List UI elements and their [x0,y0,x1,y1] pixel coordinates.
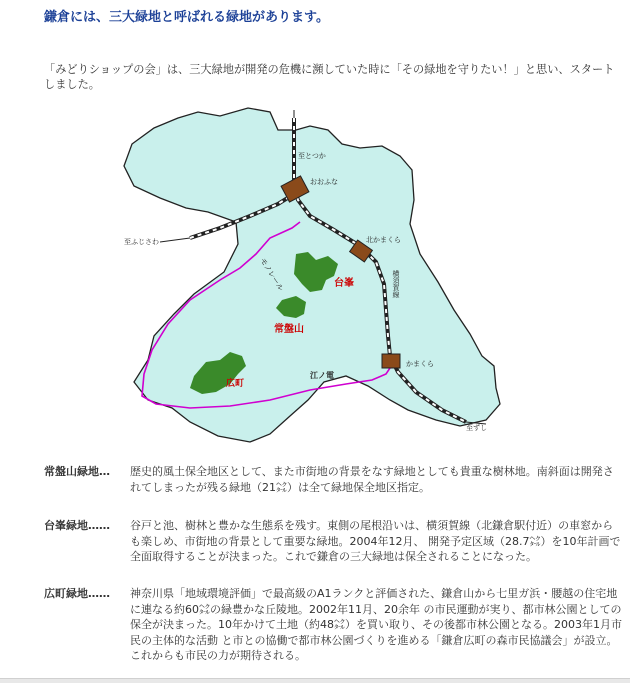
area-label: 広町緑地…… [44,587,110,600]
kamakura-map [120,104,536,444]
label-hiromachi: 広町 [226,379,245,389]
label-kamakura: かまくら [406,360,434,368]
area-description: 歴史的風土保全地区として、また市街地の背景をなす緑地としても貴重な樹林地。南斜面は開発されてしまったが残る緑地（21㌶）は全て緑地保全地区指定。 [130,465,614,494]
label-enoden: 江ノ電 [310,371,334,380]
label-zushi: 至ずし [466,424,487,432]
label-ofuna: おおふな [310,178,338,186]
area-label: 常盤山緑地… [44,465,110,478]
kamakura-station [382,354,400,368]
label-totsuka: 至とつか [298,152,326,160]
intro-paragraph: 「みどりショップの会」は、三大緑地が開発の危機に瀕していた時に「その緑地を守りたい！」と思い、スタートしました。 [44,63,615,91]
label-tokiwayama: 常盤山 [274,324,304,335]
label-kitakamakura: 北かまくら [366,236,401,244]
label-yokosuka-line: 横須賀線 [392,270,400,298]
area-label: 台峯緑地…… [44,519,110,532]
label-daibu: 台峯 [334,278,354,289]
area-description: 神奈川県「地域環境評価」で最高級のA1ランクと評価された、鎌倉山から七里ガ浜・腰越の住宅地に連なる約60㌶の緑豊かな丘陵地。2002年11月、20余年 の市民運動が実り、都市林公園としての保全が決まった。10年かけて土地（約48㌶）を買い取り、その後都市林公園となる。2003年1月市民の主体的な活動 と市との協働で都市林公園づくりを進める「鎌倉広町の森市民協議会」が設立。これからも市民の力が期待される。 [130,587,622,663]
page-heading: 鎌倉には、三大緑地と呼ばれる緑地があります。 [44,10,329,25]
label-monorail: モノレール [258,256,286,293]
bottom-scroll-edge [0,678,630,683]
label-fujisawa: 至ふじさわ [124,238,159,246]
area-description: 谷戸と池、樹林と豊かな生態系を残す。東側の尾根沿いは、横須賀線（北鎌倉駅付近）の車窓からも楽しめ、市街地の背景として重要な緑地。2004年12月、 開発予定区域（28.7㌶）を10年計画で全面取得することが決まった。これで鎌倉の三大緑地は保全されることになった。 [130,519,621,564]
